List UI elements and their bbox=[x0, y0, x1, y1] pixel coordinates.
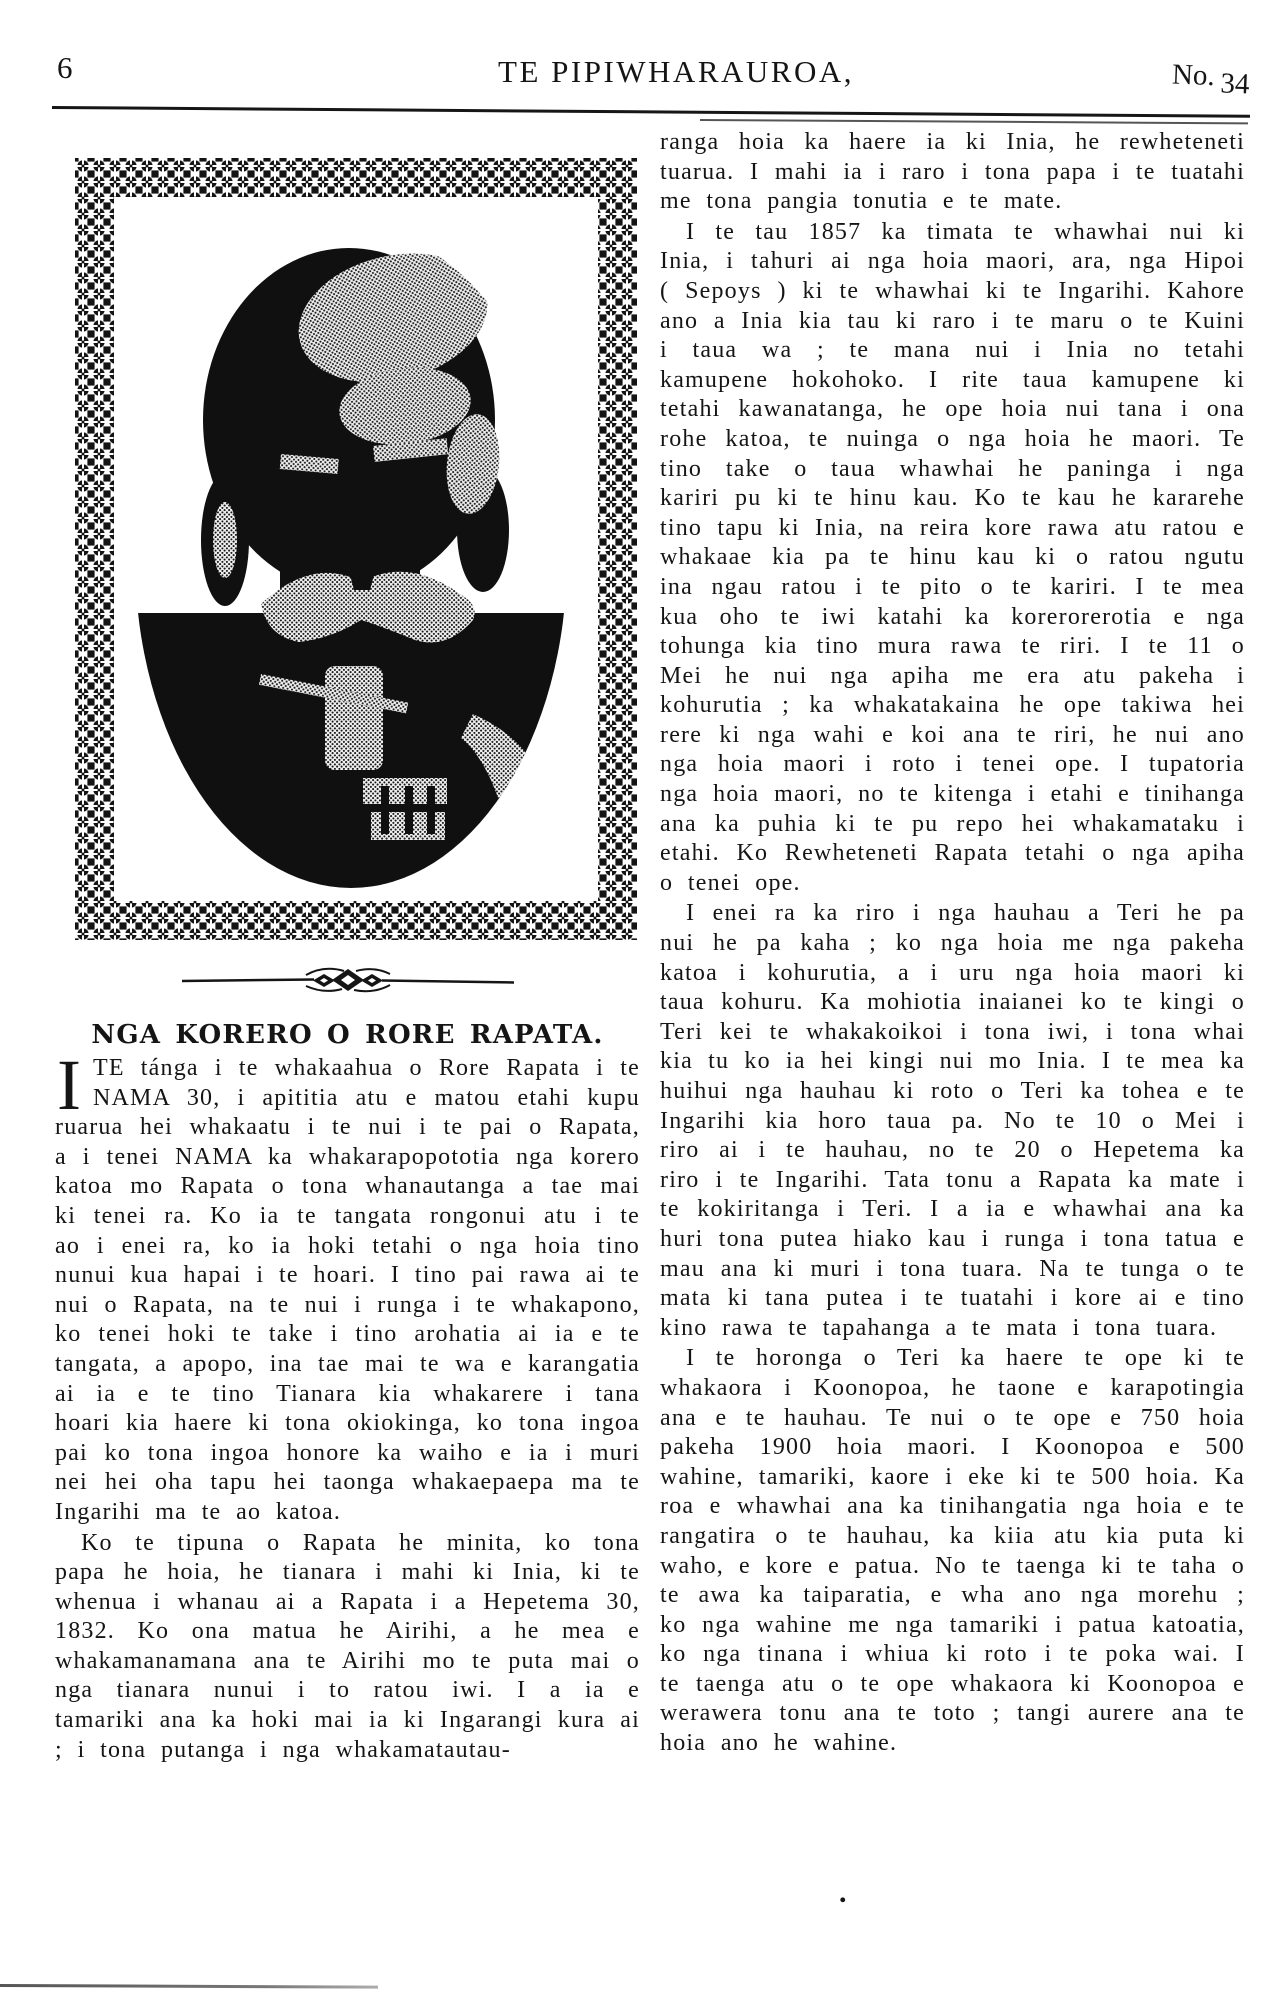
issue-number bbox=[1171, 58, 1251, 101]
article-paragraph: I enei ra ka riro i nga hauhau a Teri he pa nui he pa kaha ; ko nga hoia me nga pakeha katoa i kohurutia, a i uru nga hoia maori ki taua kohuru. Ka mohiotia inaianei ko te kingi o Teri kei te whakakoikoi i tona iwi, i tona whai kia tu ko ia hei kingi nui mo Inia. I te mea ka huihui nga hauhau ki roto o Teri ka tohea e te Ingarihi kia horo taua pa. No te 10 o Mei i riro ai i te hauhau, no te 20 o Hepetema ka riro i te Ingarihi. Tata tonu a Rapata ka mate i te kokiritanga i Teri. I a ia e whawhai ana ka huri tona putea hiako kau i runga i tona tatua e mau ana ki muri i tona tuara. Na te tunga o te mata ki tana putea i te tuatahi i kore ai e tino kino rawa te tapahanga a te mata i tona tuara. bbox=[660, 900, 1245, 1341]
issue-label: No. bbox=[1171, 58, 1216, 93]
diamond-rule-ornament-icon bbox=[178, 966, 518, 994]
portrait-figure bbox=[75, 158, 637, 940]
header-rule bbox=[52, 106, 1250, 118]
left-column bbox=[55, 128, 640, 1765]
article-paragraph: I te tau 1857 ka timata te whawhai nui ki Inia, i tahuri ai nga hoia maori, ara, nga Hipoi ( Sepoys ) ki te whawhai ki te Ingarihi. Kahore ano a Inia kia tau ki raro i te maru o te Kuini i taua wa ; te mana nui i Inia no tetahi kamupene hokohoko. I rite taua kamupene ki tetahi kawanatanga, he ope hoia nui tana i ona rohe katoa, te nuinga o nga hoia he maori. Te tino take o taua whawhai he paninga i nga kariri pu ki te hinu kau. Ko te kau he kararehe tino tapu ki Inia, na reira kore rawa atu ratou e whakaae kia pa te hinu kau ki o ratou ngutu ina ngau ratou i te pito o te kariri. I te mea kua oho te iwi katahi ka korerorerotia e nga tohunga kia tino mura rawa te riri. I te 11 o Mei he nui nga apiha me era atu pakeha i kohurutia ; ka whakatakaina he ope takiwa hei rere ki nga wahi e koi ana te riri, he nui ano nga hoia maori i roto i tenei ope. I tupatoria nga hoia maori, no te kitenga i etahi e tinihanga ana ka puhia ki te pu repo hei whakamataku i etahi. Ko Rewheteneti Rapata tetahi o nga apiha o tenei ope. bbox=[660, 218, 1245, 896]
header-rule-secondary bbox=[700, 119, 1248, 124]
article-paragraph bbox=[55, 1045, 640, 1528]
article-paragraph: I te horonga o Teri ka haere te ope ki te whakaora i Koonopoa, he taone e karapotingia ana e te hauhau. Te nui o te ope e 750 hoia pakeha 1900 hoia maori. I Koonopoa e 500 wahine, tamariki, kaore i eke ki te 500 hoia. Ka roa e whawhai ana ka tinihangatia nga hoia e te rangatira o te hauhau, ka kiia atu kia puta ki waho, e kore e patua. No te taenga ki te taha o te awa ka taiparatia, e wha ano nga morehu ; ko nga wahine me nga tamariki i patua katoatia, ko nga tinana i whiua ki roto i te poka wai. I te taenga atu o te ope whakaora ki Koonopoa e werawera tonu ana te toto ; tangi aurere ana te hoia ano he wahine. bbox=[660, 1345, 1245, 1757]
article-paragraph: ranga hoia ka haere ia ki Inia, he rewheteneti tuarua. I mahi ia i raro i tona papa i te tuatahi me tona pangia tonutia e te mate. bbox=[660, 129, 1245, 215]
right-column bbox=[660, 128, 1245, 1759]
bottom-scan-line bbox=[0, 1984, 378, 1989]
article-paragraph: Ko te tipuna o Rapata he minita, ko tona papa he hoia, he tianara i mahi ki Inia, ki te whenua i whanau ai a Rapata i a Hepetema 30, 1832. Ko ona matua he Airihi, a he mea e whakamanamana ana te Airihi mo te puta mai o nga tianara nunui i to ratou iwi. I a ia e tamariki ana ka hoki mai ia ki Ingarangi kura ai ; i tona putanga i nga whakamatautau- bbox=[55, 1529, 640, 1763]
stray-ink-mark: . bbox=[839, 1876, 847, 1909]
drop-cap: I bbox=[57, 1045, 81, 1125]
masthead-title: TE PIPIWHARAUROA, bbox=[498, 54, 854, 89]
issue-value: 34 bbox=[1220, 67, 1251, 101]
article-heading: NGA KORERO O RORE RAPATA. bbox=[91, 1020, 604, 1050]
portrait-engraving bbox=[75, 158, 637, 940]
page-number: 6 bbox=[57, 50, 73, 85]
paragraph-text: TE tánga i te whakaahua o Rore Rapata i te NAMA 30, i apititia atu e matou etahi kupu ruarua hei whakaatu i te nui i te pai o Rapata, a i tenei NAMA ka whakarapopototia nga korero katoa mo Rapata o tona whanautanga a tae mai ki tenei ra. Ko ia te tangata rongonui atu i te ao i enei ra, ko ia hoki tetahi o nga hoia tino nunui kua hapai i te hoari. I tino pai rawa ai te nui o Rapata, na te nui i runga i te whakapono, ko tenei hoki te take i tino arohatia ai ia e te tangata, a apopo, ina tae mai te wa e karangatia ai ia e te tino Tianara kia whakarere i tana hoari kia haere ki tona okiokinga, ko tona ingoa pai ko tona ingoa honore ka waiho e ia i muri nei hei oha tapu hei taonga whakaepaepa ma te Ingarihi ma te ao katoa. bbox=[55, 1055, 640, 1525]
